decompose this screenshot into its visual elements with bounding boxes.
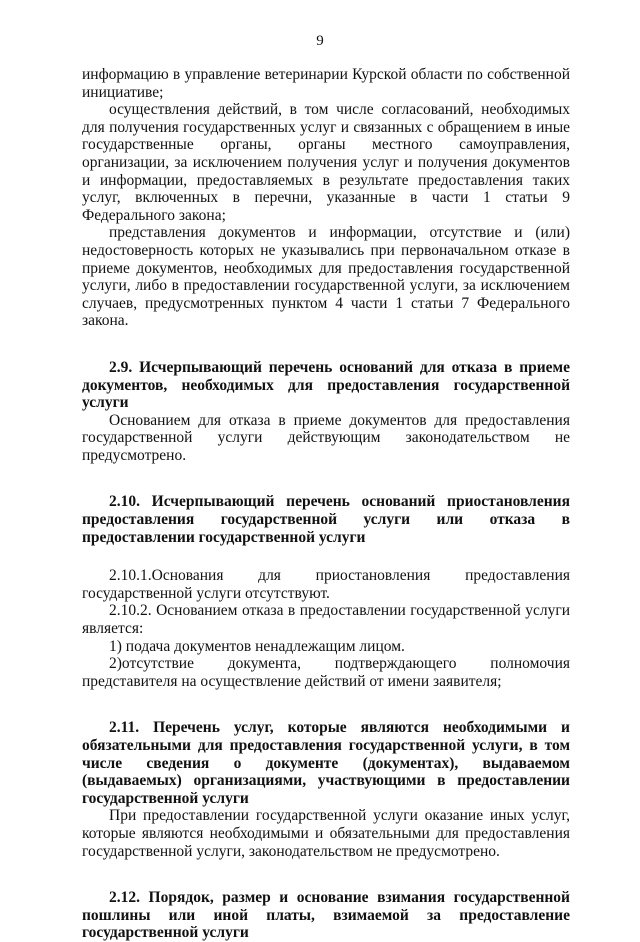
section-heading-2-11: 2.11. Перечень услуг, которые являются необходимыми и обязательными для предоставления государственной услуги, в том числе сведения о документе (документах), выдаваемом (выдаваемых) организациями, участвующими в предоставлении государственной услуги — [82, 719, 570, 807]
list-item: 2)отсутствие документа, подтверждающего полномочия представителя на осуществление действий от имени заявителя; — [82, 655, 570, 690]
spacer — [82, 690, 570, 719]
section-heading-2-12: 2.12. Порядок, размер и основание взимания государственной пошлины или иной платы, взимаемой за предоставление государственной услуги — [82, 889, 570, 942]
paragraph: представления документов и информации, отсутствие и (или) недостоверность которых не указывались при первоначальном отказе в приеме документов, необходимых для предоставления государственной услуги, либо в предоставлении государственной услуги, за исключением случаев, предусмотренных пунктом 4 части 1 статьи 7 Федерального закона. — [82, 224, 570, 330]
section-heading-2-10: 2.10. Исчерпывающий перечень оснований приостановления предоставления государственной услуги или отказа в предоставлении государственной услуги — [82, 493, 570, 546]
spacer — [82, 464, 570, 493]
paragraph: осуществления действий, в том числе согласований, необходимых для получения государственных услуг и связанных с обращением в иные государственные органы, органы местного самоуправления, организации, за исключением получения услуг и получения документов и информации, предоставляемых в результате предоставления таких услуг, включенных в перечни, указанные в части 1 статьи 9 Федерального закона; — [82, 101, 570, 224]
paragraph: При предоставлении государственной услуги оказание иных услуг, которые являются необходимыми и обязательными для предоставления государственной услуги, законодательством не предусмотрено. — [82, 807, 570, 860]
list-item: 1) подача документов ненадлежащим лицом. — [109, 637, 405, 655]
paragraph: 2.10.1.Основания для приостановления предоставления государственной услуги отсутствуют. — [82, 567, 570, 602]
paragraph: 2.10.2. Основанием отказа в предоставлении государственной услуги является: — [82, 602, 570, 638]
spacer — [82, 860, 570, 889]
page-number: 9 — [316, 33, 324, 49]
spacer — [82, 330, 570, 359]
section-heading-2-9: 2.9. Исчерпывающий перечень оснований для отказа в приеме документов, необходимых для предоставления государственной услуги — [82, 358, 570, 412]
spacer — [82, 546, 570, 567]
paragraph: информацию в управление ветеринарии Курской области по собственной инициативе; — [82, 66, 570, 101]
document-body — [82, 66, 570, 942]
paragraph: Основанием для отказа в приеме документов для предоставления государственной услуги действующим законодательством не предусмотрено. — [82, 411, 570, 464]
